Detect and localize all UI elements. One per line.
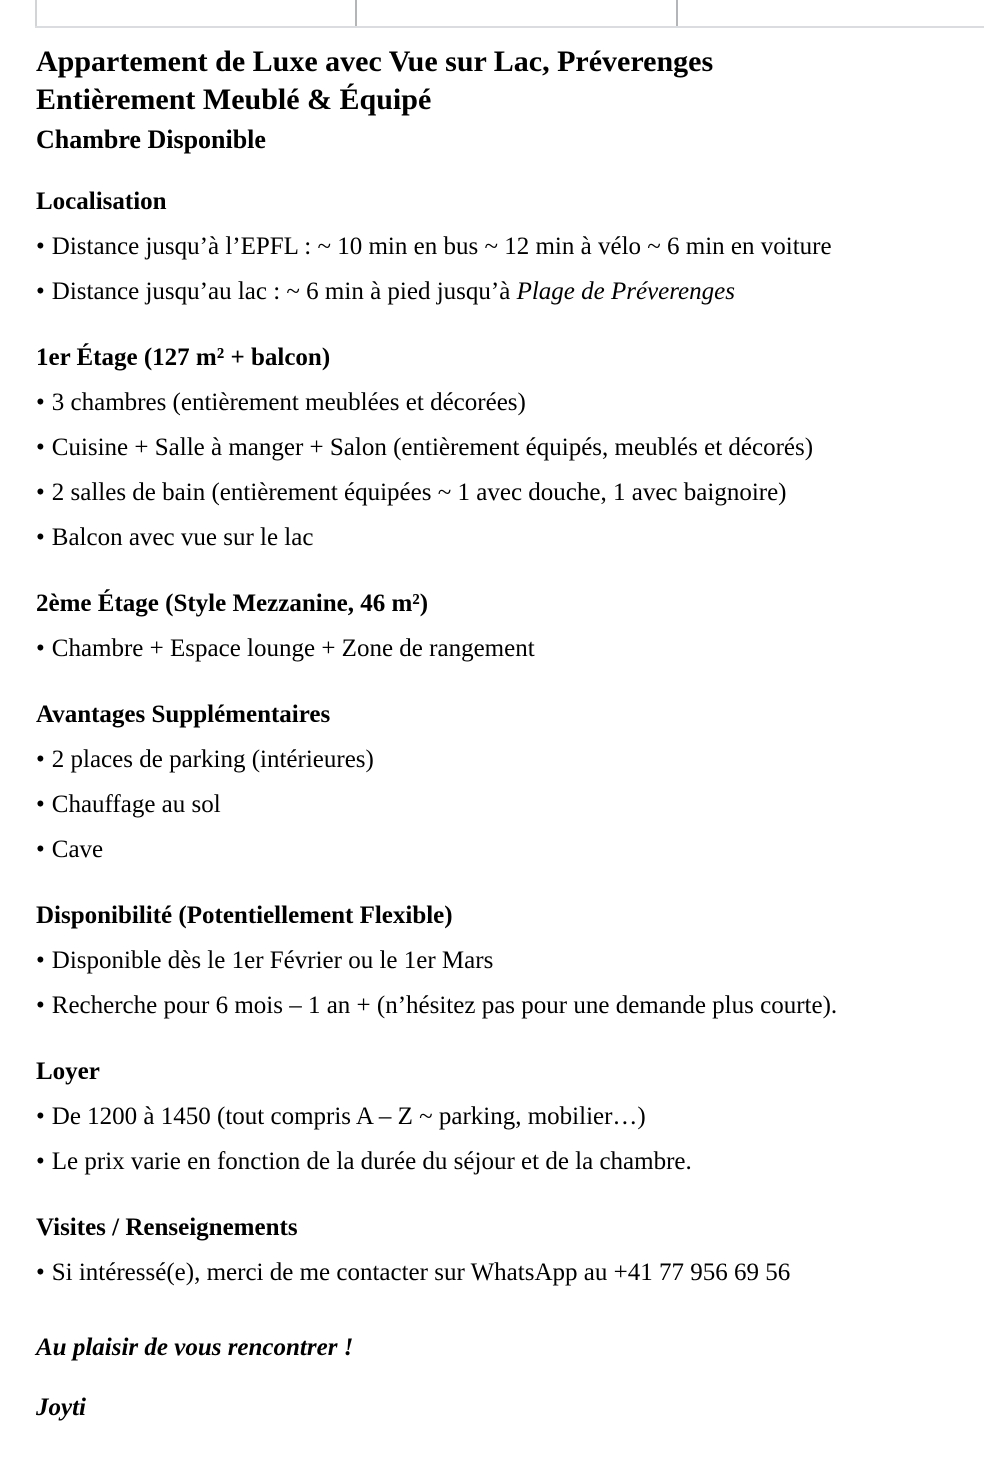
bullet-icon: • [36, 1259, 45, 1286]
table-cell-3 [676, 0, 984, 26]
bullet-icon: • [36, 635, 45, 662]
section-heading: Localisation [36, 188, 167, 215]
bullet-icon: • [36, 434, 45, 461]
bullet-item [36, 626, 960, 671]
bullet-icon: • [36, 278, 45, 305]
table-cell-2 [355, 0, 676, 26]
bullet-icon: • [36, 233, 45, 260]
bullet-text: Cave [51, 836, 104, 863]
bullet-text: Balcon avec vue sur le lac [51, 524, 314, 551]
bullet-item [36, 827, 960, 872]
bullet-text: 3 chambres (entièrement meublées et décorées) [51, 389, 526, 416]
bullet-text: Distance jusqu’à l’EPFL : ~ 10 min en bus ~ 12 min à vélo ~ 6 min en voiture [51, 233, 832, 260]
bullet-item [36, 737, 960, 782]
listing-body [36, 179, 960, 1295]
bullet-text: De 1200 à 1450 (tout compris A – Z ~ parking, mobilier…) [51, 1103, 646, 1130]
bullet-item [36, 1139, 960, 1184]
bullet-icon: • [36, 791, 45, 818]
bullet-icon: • [36, 524, 45, 551]
bullet-icon: • [36, 1148, 45, 1175]
bullet-text: Chauffage au sol [51, 791, 221, 818]
bullet-text: Disponible dès le 1er Février ou le 1er Mars [51, 947, 494, 974]
listing-title-line2: Entièrement Meublé & Équipé [36, 83, 432, 116]
bullet-item [36, 269, 960, 314]
bullet-icon: • [36, 947, 45, 974]
bullet-item [36, 1094, 960, 1139]
bullet-item [36, 224, 960, 269]
section-heading: 2ème Étage (Style Mezzanine, 46 m²) [36, 590, 429, 617]
table-row-fragment [35, 0, 984, 28]
section-heading: Loyer [36, 1058, 100, 1085]
bullet-text: 2 places de parking (intérieures) [51, 746, 374, 773]
listing-content [0, 43, 984, 1430]
bullet-item [36, 425, 960, 470]
bullet-icon: • [36, 1103, 45, 1130]
bullet-text: Si intéressé(e), merci de me contacter sur WhatsApp au +41 77 956 69 56 [51, 1259, 791, 1286]
bullet-item [36, 515, 960, 560]
bullet-text: Le prix varie en fonction de la durée du séjour et de la chambre. [51, 1148, 692, 1175]
bullet-icon: • [36, 479, 45, 506]
signature-name: Joyti [36, 1394, 86, 1421]
bullet-item [36, 938, 960, 983]
section-heading: Avantages Supplémentaires [36, 701, 331, 728]
bullet-item [36, 470, 960, 515]
bullet-text: Cuisine + Salle à manger + Salon (entièrement équipés, meublés et décorés) [51, 434, 814, 461]
listing-subtitle: Chambre Disponible [36, 125, 266, 154]
bullet-text: Recherche pour 6 mois – 1 an + (n’hésitez pas pour une demande plus courte). [51, 992, 838, 1019]
section-heading: Visites / Renseignements [36, 1214, 298, 1241]
bullet-icon: • [36, 389, 45, 416]
bullet-text-italic: Plage de Préverenges [516, 278, 735, 305]
bullet-text: Chambre + Espace lounge + Zone de rangement [51, 635, 535, 662]
bullet-item [36, 380, 960, 425]
section-heading: 1er Étage (127 m² + balcon) [36, 344, 331, 371]
section-heading: Disponibilité (Potentiellement Flexible) [36, 902, 453, 929]
bullet-text: Distance jusqu’au lac : ~ 6 min à pied jusqu’à [51, 278, 517, 305]
bullet-icon: • [36, 992, 45, 1019]
bullet-item [36, 782, 960, 827]
table-cell-1 [35, 0, 355, 26]
bullet-icon: • [36, 746, 45, 773]
bullet-item [36, 1250, 960, 1295]
bullet-text: 2 salles de bain (entièrement équipées ~ 1 avec douche, 1 avec baignoire) [51, 479, 787, 506]
listing-title-line1: Appartement de Luxe avec Vue sur Lac, Préverenges [36, 45, 714, 78]
bullet-icon: • [36, 836, 45, 863]
bullet-item [36, 983, 960, 1028]
closing-line: Au plaisir de vous rencontrer ! [36, 1334, 354, 1361]
